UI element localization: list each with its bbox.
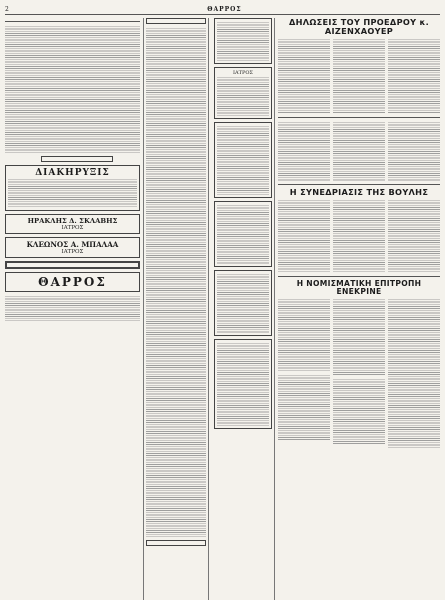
article-text-block <box>388 199 440 273</box>
divider <box>278 184 440 185</box>
ad-col3-doctor <box>214 67 272 119</box>
column-heading-box <box>146 18 206 24</box>
article-column <box>278 298 330 448</box>
ad-rythmosis <box>41 156 113 162</box>
ad-tharros-printshop <box>5 272 140 292</box>
ad-diakiryxis-title: ΔΙΑΚΗΡΥΞΙΣ <box>35 168 110 178</box>
ad-doctor-sklavis-title: ΙΑΤΡΟΣ <box>61 225 84 231</box>
article-text-block <box>388 121 440 181</box>
ad-col3-doctor-title: ΙΑΤΡΟΣ <box>233 70 253 76</box>
ad-diakiryxis-text <box>8 178 137 208</box>
article-text-block <box>333 199 385 273</box>
ad-doctor-sklavis <box>5 214 140 234</box>
article-column <box>333 298 385 448</box>
headline-1: ΔΗΛΩΣΕΙΣ ΤΟΥ ΠΡΟΕΔΡΟΥ κ. ΑΙΖΕΝΧΑΟΥΕΡ <box>288 18 430 36</box>
ad-doctor-mpalaa-name: ΚΛΕΩΝΟΣ Α. ΜΠΑΛΑΑ <box>26 240 119 249</box>
divider <box>278 117 440 118</box>
ad-col3-4-lines <box>217 204 269 264</box>
ad-col3-1-lines <box>217 21 269 61</box>
article-text-block <box>278 199 330 273</box>
article-text-block <box>278 38 330 114</box>
ad-doctor-mpalaa-title: ΙΑΤΡΟΣ <box>61 249 84 255</box>
article-columns <box>278 298 440 448</box>
ad-tharros-title: ΘΑΡΡΟΣ <box>38 275 107 289</box>
article-text-block <box>388 38 440 114</box>
masthead <box>5 4 440 15</box>
article-text-block <box>5 25 140 153</box>
headline-3: Η ΣΥΝΕΔΡΙΑΣΙΣ ΤΗΣ ΒΟΥΛΗΣ <box>289 186 429 197</box>
article-text-block <box>5 295 140 321</box>
ad-diakiryxis <box>5 165 140 211</box>
ad-chatzidimou <box>5 261 140 269</box>
column-1 <box>5 18 140 600</box>
ad-col3-3 <box>214 122 272 198</box>
article-text-block <box>278 298 330 372</box>
column-3 <box>212 18 275 600</box>
column-2 <box>143 18 209 600</box>
article-text-block <box>388 298 440 448</box>
divider <box>5 21 140 22</box>
article-text-block <box>333 298 385 376</box>
masthead-title: ΘΑΡΡΟΣ <box>207 5 242 13</box>
ad-col3-5-lines <box>217 273 269 333</box>
article-text-block <box>333 38 385 114</box>
divider <box>278 276 440 277</box>
ad-col3-1 <box>214 18 272 64</box>
article-columns <box>278 199 440 273</box>
ad-doctor-mpalaa <box>5 237 140 258</box>
article-text-block <box>278 121 330 181</box>
column-4 <box>278 18 440 600</box>
ad-col3-6 <box>214 339 272 429</box>
ad-col3-4 <box>214 201 272 267</box>
article-columns <box>278 121 440 181</box>
article-text-block <box>146 27 206 537</box>
ad-col3-6-lines <box>217 342 269 426</box>
article-text-block <box>278 374 330 440</box>
article-text-block <box>333 378 385 444</box>
article-column <box>388 298 440 448</box>
headline-4: Η ΝΟΜΙΣΜΑΤΙΚΗ ΕΠΙΤΡΟΠΗ ΕΝΕΚΡΙΝΕ <box>296 278 422 296</box>
article-text-block <box>333 121 385 181</box>
ad-doctor-sklavis-name: ΗΡΑΚΛΗΣ Δ. ΣΚΛΑΒΗΣ <box>27 217 118 225</box>
ad-bottom-col2 <box>146 540 206 546</box>
ad-col3-5 <box>214 270 272 336</box>
page-number: 2 <box>5 5 9 13</box>
ad-col3-3-lines <box>217 125 269 195</box>
article-columns <box>278 38 440 114</box>
ad-col3-doctor-lines <box>217 76 269 116</box>
